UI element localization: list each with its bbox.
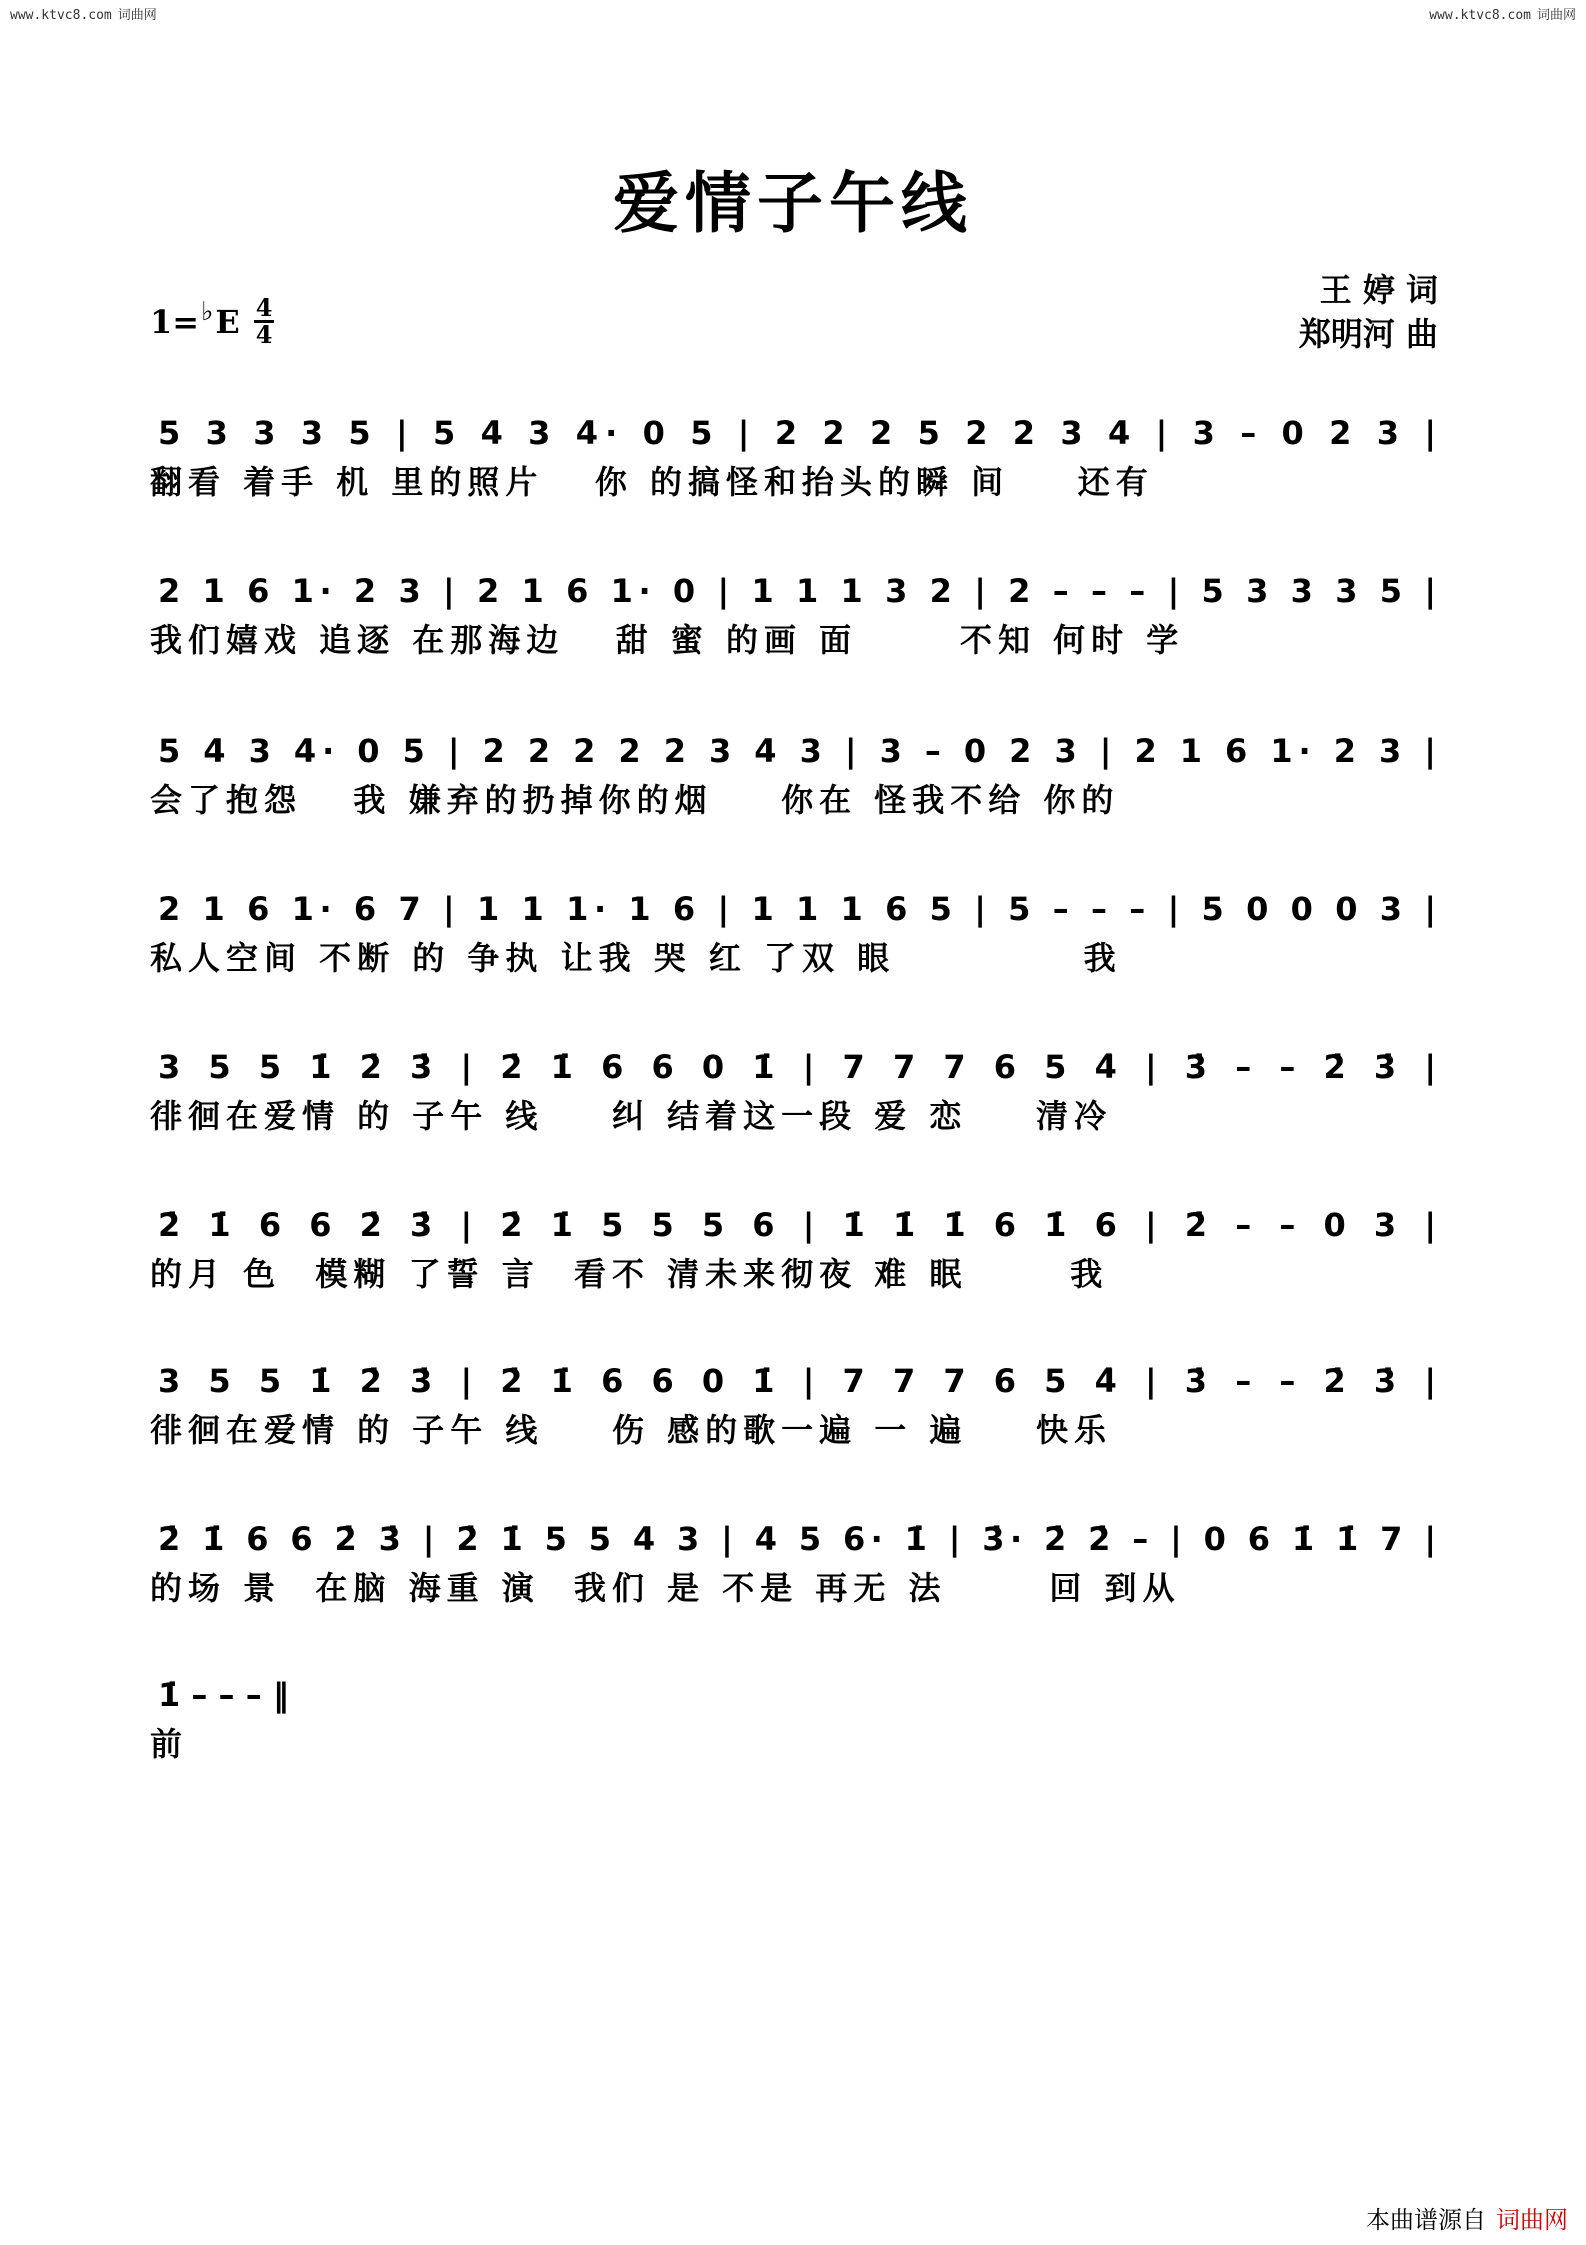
notation-text: 2̇ 1̇ 6 6 2̇ 3̇ | 2̇ 1̇ 5 5 4 3 | 4 5 6· 1̇ | 3̇· 2̇ 2̇ – | 0 6 1̇ 1̇ 7 |: [158, 1520, 1436, 1558]
notation-text: 3 5 5 1̇ 2̇ 3̇ | 2̇ 1̇ 6 6 0 1̇ | 7 7 7 6 5 4̇ | 3̇ – – 2̇ 3̇ |: [158, 1362, 1437, 1400]
notation-line: [150, 402, 1444, 458]
notation-text: 5 4 3 4· 0 5 | 2 2 2 2 2 3 4 3 | 3 – 0 2 3 | 2 1 6 1· 2 3 |: [158, 732, 1436, 770]
score-line: [150, 1036, 1444, 1138]
notation-svg: [150, 1664, 1444, 1720]
credits: [1299, 268, 1438, 356]
lyricist: 王 婷 词: [1319, 271, 1438, 309]
lyric-line: 前: [150, 1725, 189, 1763]
notation-text: 2̇ 1̇ 6 6 2̇ 3̇ | 2̇ 1̇ 5 5 5 6 | 1̇ 1̇ 1̇ 6 1̇ 6 | 2̇ – – 0 3 |: [158, 1206, 1437, 1244]
score-line: [150, 1508, 1444, 1610]
time-signature: [254, 293, 275, 349]
watermark-right: [1429, 4, 1576, 23]
notation-line: [150, 878, 1444, 934]
notation-line: [150, 1350, 1444, 1406]
notation-line: [150, 1664, 1444, 1720]
watermark-url: www.ktvc8.com: [10, 8, 112, 23]
notation-text: 2 1 6 1· 6 7 | 1 1 1· 1 6 | 1 1 1 6 5 | 5 – – – | 5 0 0 0 3 |: [158, 890, 1436, 928]
score-line: [150, 402, 1444, 504]
notation-line: [150, 1194, 1444, 1250]
watermark-site-name: 词曲网: [117, 8, 157, 23]
notation-line: [150, 1036, 1444, 1092]
notation-svg: [150, 402, 1444, 458]
notation-svg: [150, 1350, 1444, 1406]
lyric-line: 徘徊在爱情 的 子午 线 纠 结着这一段 爱 恋 清冷: [150, 1097, 1112, 1135]
key-note: E: [215, 302, 240, 341]
score-line: [150, 1664, 1444, 1766]
lyric-line: 徘徊在爱情 的 子午 线 伤 感的歌一遍 一 遍 快乐: [150, 1411, 1112, 1449]
score-line: [150, 560, 1444, 662]
time-top: 4: [255, 293, 273, 322]
notation-text: 1̇ – – – ‖: [158, 1676, 289, 1714]
composer: 郑明河 曲: [1298, 315, 1438, 353]
notation-svg: [150, 1036, 1444, 1092]
notation-svg: [150, 720, 1444, 776]
notation-text: 5 3 3 3 5 | 5 4 3 4· 0 5 | 2 2 2 5 2 2 3 4 | 3 – 0 2 3 |: [158, 414, 1437, 452]
song-title: 爱情子午线: [613, 164, 973, 242]
flat-sign: ♭: [201, 296, 214, 327]
notation-text: 2 1 6 1· 2 3 | 2 1 6 1· 0 | 1 1 1 3 2 | 2 – – – | 5 3 3 3 5 |: [158, 572, 1436, 610]
footer-source: [1366, 2200, 1568, 2235]
notation-line: [150, 1508, 1444, 1564]
watermark-url: www.ktvc8.com: [1429, 8, 1531, 23]
lyric-line: 会了抱怨 我 嫌弃的扔掉你的烟 你在 怪我不给 你的: [150, 781, 1120, 819]
score-line: [150, 1194, 1444, 1296]
notation-svg: [150, 878, 1444, 934]
lyric-line: 的场 景 在脑 海重 演 我们 是 不是 再无 法 回 到从: [150, 1569, 1181, 1607]
lyric-line: 私人空间 不断 的 争执 让我 哭 红 了双 眼 我: [150, 939, 1122, 977]
notation-svg: [150, 1194, 1444, 1250]
key-signature: [150, 293, 274, 349]
notation-line: [150, 720, 1444, 776]
score-line: [150, 720, 1444, 822]
watermark-site-name: 词曲网: [1536, 8, 1576, 23]
notation-svg: [150, 560, 1444, 616]
notation-svg: [150, 1508, 1444, 1564]
score-line: [150, 1350, 1444, 1452]
footer-label: 本曲谱源自: [1366, 2206, 1486, 2234]
notation-text: 3 5 5 1̇ 2̇ 3̇ | 2̇ 1̇ 6 6 0 1̇ | 7 7 7 6 5 4̇ | 3̇ – – 2̇ 3̇ |: [158, 1048, 1437, 1086]
key-prefix: 1=: [150, 302, 200, 341]
notation-line: [150, 560, 1444, 616]
footer-site: 词曲网: [1496, 2206, 1568, 2234]
lyric-line: 的月 色 模糊 了誓 言 看不 清未来彻夜 难 眠 我: [150, 1255, 1109, 1293]
lyric-line: 我们嬉戏 追逐 在那海边 甜 蜜 的画 面 不知 何时 学: [150, 621, 1185, 659]
watermark-left: [10, 4, 157, 23]
time-bottom: 4: [255, 320, 273, 349]
lyric-line: 翻看 着手 机 里的照片 你 的搞怪和抬头的瞬 间 还有: [150, 463, 1154, 501]
score-line: [150, 878, 1444, 980]
